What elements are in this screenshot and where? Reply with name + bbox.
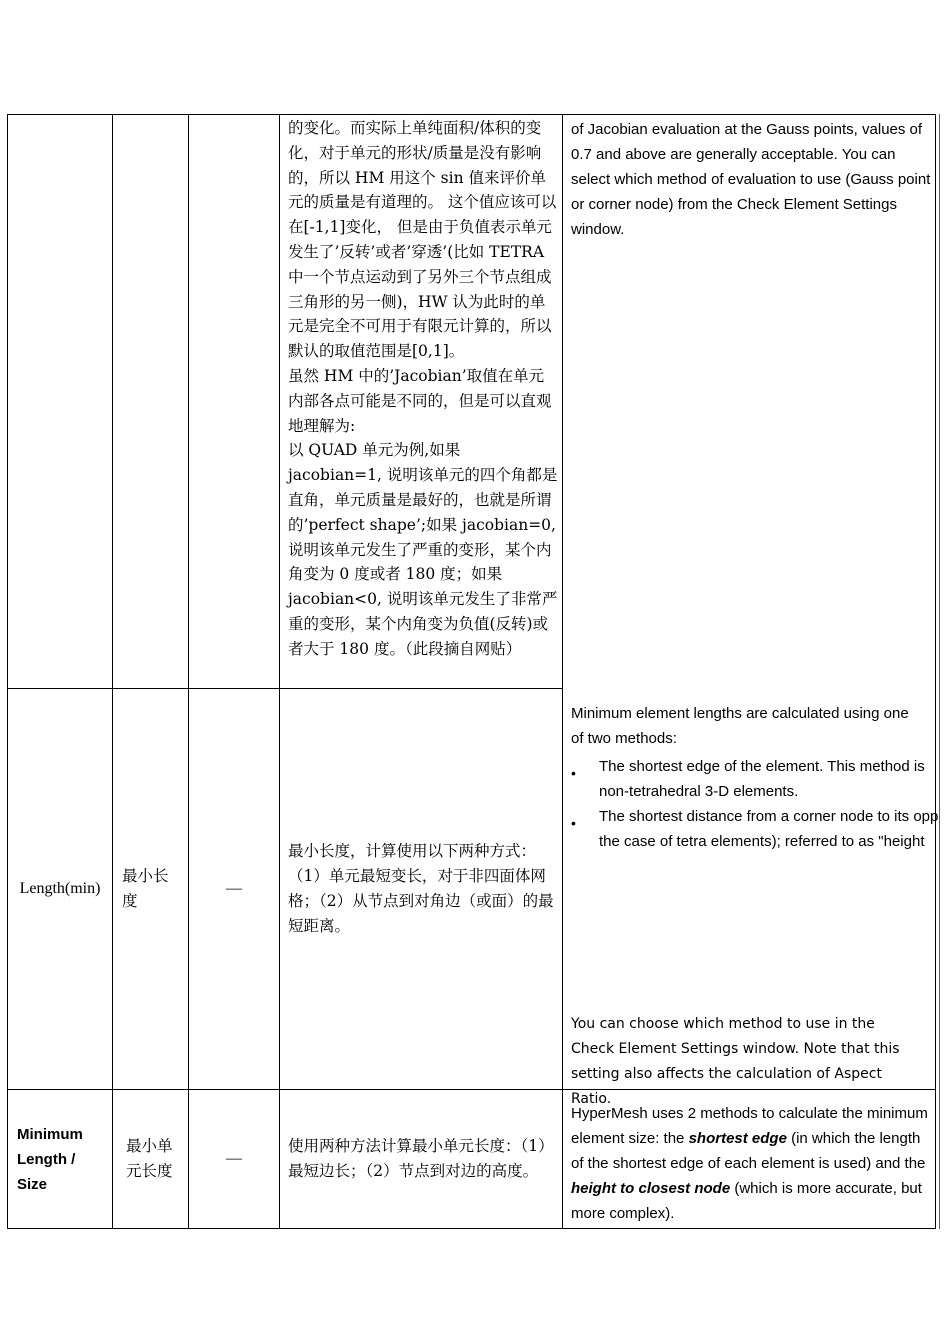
length-min-en-outro: You can choose which method to use in the Check Element Settings window. Note that this setting also affects the calculation of Aspect Ratio. xyxy=(571,1016,900,1107)
col-border-1 xyxy=(112,114,113,1229)
jacobian-cn-description xyxy=(288,116,558,662)
min-length-cn-desc-cell xyxy=(288,1090,558,1228)
length-min-cn-name: 最小长度 xyxy=(122,867,169,910)
length-min-unit: — xyxy=(226,880,242,897)
length-min-name-cell xyxy=(8,689,112,1089)
length-min-cn-desc-cell xyxy=(288,689,558,1089)
length-min-methods-list xyxy=(571,754,938,854)
jacobian-cn-paragraph-2: 虽然 HM 中的’Jacobian’取值在单元内部各点可能是不同的，但是可以直观地理解为: xyxy=(288,366,552,435)
page-margin-line xyxy=(939,114,940,1229)
min-length-en-desc-cell xyxy=(571,1101,933,1226)
min-length-cn-name: 最小单元长度 xyxy=(126,1137,173,1180)
length-min-en-intro: Minimum element lengths are calculated using one of two methods: xyxy=(571,705,909,747)
height-to-closest-node-term: height to closest node xyxy=(571,1180,731,1197)
col-border-4 xyxy=(562,114,563,1229)
method-bullet-2: • The shortest distance from a corner node to its opp the case of tetra elements); referred to as "height xyxy=(571,804,938,854)
shortest-edge-term: shortest edge xyxy=(688,1130,787,1147)
min-length-unit: — xyxy=(226,1150,242,1167)
method-bullet-1: • The shortest edge of the element. This method is non-tetrahedral 3-D elements. xyxy=(571,754,938,804)
length-min-cn-name-cell xyxy=(122,689,182,1089)
jacobian-en-description xyxy=(571,117,933,242)
min-length-cn-name-cell xyxy=(126,1090,181,1228)
length-min-unit-cell xyxy=(189,689,279,1089)
jacobian-cn-paragraph-1: 的变化。而实际上单纯面积/体积的变化，对于单元的形状/质量是没有影响的，所以 HM 用这个 sin 值来评价单元的质量是有道理的。 这个值应该可以在[-1,1]变化， 但是由于负值表示单元发生了’反转’或者’穿透’(比如 TETRA 中一个节点运动到了另外三个节点组成三角形的另一侧)，HW 认为此时的单元是完全不可用于有限元计算的，所以默认的取值范围是[0,1]。 xyxy=(288,119,557,361)
length-min-en-outro-cell xyxy=(571,1012,921,1112)
jacobian-en-text: of Jacobian evaluation at the Gauss points, values of 0.7 and above are generally acceptable. You can select which method of evaluation to use (Gauss point or corner node) from the Check Element Settings window. xyxy=(571,121,931,238)
min-length-name: Minimum Length / Size xyxy=(17,1125,83,1193)
min-length-en-desc: HyperMesh uses 2 methods to calculate the minimum element size: the shortest edge (in which the length of the shortest edge of each element is used) and the height to closest node (which is more accurate, but more complex). xyxy=(571,1105,928,1222)
min-length-name-cell xyxy=(17,1090,107,1228)
length-min-cn-desc: 最小长度，计算使用以下两种方式：（1）单元最短变长，对于非四面体网格；（2）从节点到对角边（或面）的最短距离。 xyxy=(288,842,554,935)
length-min-name: Length(min) xyxy=(19,880,101,897)
min-length-cn-desc: 使用两种方法计算最小单元长度：（1）最短边长；（2）节点到对边的高度。 xyxy=(288,1137,554,1180)
table-bottom-border xyxy=(7,1228,936,1229)
table-top-border xyxy=(7,114,936,115)
jacobian-cn-paragraph-3: 以 QUAD 单元为例,如果 jacobian=1, 说明该单元的四个角都是直角，单元质量是最好的，也就是所谓的’perfect shape’;如果 jacobian=0, 说明该单元发生了严重的变形，某个内角变为 0 度或者 180 度；如果 jacobian<0, 说明该单元发生了非常严重的变形，某个内角变为负值(反转)或者大于 180 度。（此段摘自网贴） xyxy=(288,441,558,658)
min-length-unit-cell xyxy=(189,1090,279,1228)
col-border-3 xyxy=(279,114,280,1229)
